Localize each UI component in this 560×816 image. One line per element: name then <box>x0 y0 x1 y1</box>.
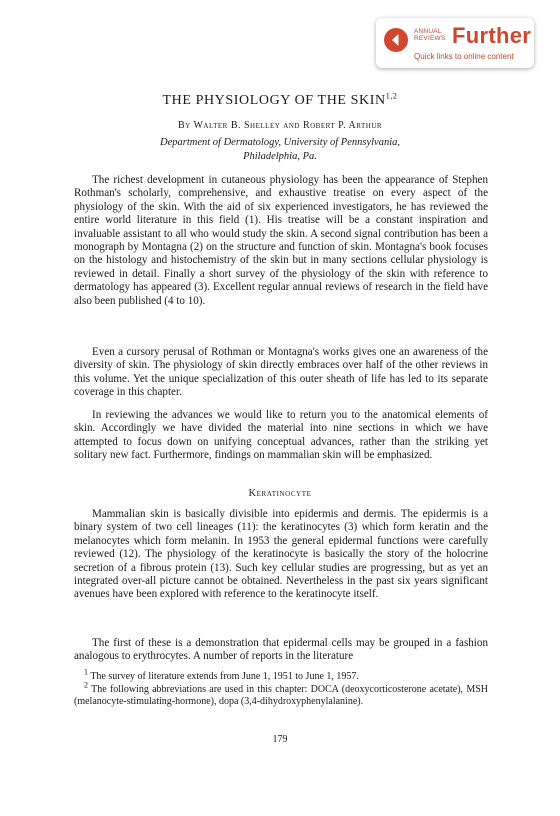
paper-authors: By Walter B. Shelley and Robert P. Arthur <box>177 120 383 131</box>
page-number: 179 <box>272 734 288 745</box>
paper-affiliation: Department of Dermatology, University of Pennsylvania, Philadelphia, Pa. <box>160 137 400 162</box>
quick-links-label: Quick links to online content <box>414 52 514 61</box>
section-heading-keratinocyte: Keratinocyte <box>248 488 312 499</box>
annual-reviews-further-badge[interactable] <box>376 18 534 68</box>
footnote-2: $^2$ The following abbreviations are used in this chapter: DOCA (deoxycorticosterone acetate), MSH (melanocyte-stimulating-hormone), dopa (3,4-dihydroxyphenylalanine). <box>74 680 488 707</box>
footnote-1: $^1$ The survey of literature extends from June 1, 1951 to June 1, 1957. <box>84 667 359 682</box>
body-paragraph-3: In reviewing the advances we would like to return you to the anatomical elements of skin. Accordingly we have divided the material into nine sections in which we have attempted to focus down on unifying conceptual advances, rather than the striking yet solitary new fact. Furthermore, findings on mammalian skin will be emphasized. <box>74 409 488 462</box>
body-paragraph-5: The first of these is a demonstration that epidermal cells may be grouped in a fashion analogous to erythrocytes. A number of reports in the literature <box>74 637 488 663</box>
play-arrow-icon <box>384 28 408 52</box>
body-paragraph-2: Even a cursory perusal of Rothman or Montagna's works gives one an awareness of the diversity of skin. The physiology of skin directly embraces over half of the other reviews in this volume. Yet the unique specialization of this outer sheath of life has led to its separate coverage in this chapter. <box>74 346 488 399</box>
annual-reviews-logo-text: ANNUAL REVIEWS <box>414 28 446 42</box>
paper-title: THE PHYSIOLOGY OF THE SKIN$^{1,2}$ <box>162 91 398 108</box>
further-label: Further <box>452 23 532 48</box>
body-paragraph-4: Mammalian skin is basically divisible into epidermis and dermis. The epidermis is a binary system of two cell lineages (11): the keratinocytes (3) which form keratin and the melanocytes which form melanin. In 1953 the general epidermal functions were carefully reviewed (12). The physiology of the keratinocyte is basically the story of the holocrine secretion of a fibrous protein (13). Such key cellular studies are progressing, but as yet an integrated over-all picture cannot be obtained. Nevertheless in the past six years significant avenues have been explored with reference to the keratinocyte itself. <box>74 508 488 601</box>
body-paragraph-1: The richest development in cutaneous physiology has been the appearance of Stephen Rothman's scholarly, comprehensive, and exhaustive treatise on every aspect of the physiology of the skin. With the aid of six experienced investigators, he has reviewed the entire world literature in this field (1). His treatise will be a constant inspiration and invaluable assistant to all who would study the skin. A second signal contribution has been a monograph by Montagna (2) on the structure and function of skin. Montagna's book focuses on the histology and histochemistry of the skin but in many sections cellular physiology is reviewed in detail. Finally a short survey of the physiology of the skin with reference to dermatology has appeared (3). Excellent regular annual reviews of research in the field have also been published (4 to 10). <box>74 174 488 307</box>
title-footnote-marks: 1,2 <box>385 91 398 101</box>
footnotes <box>74 667 488 709</box>
